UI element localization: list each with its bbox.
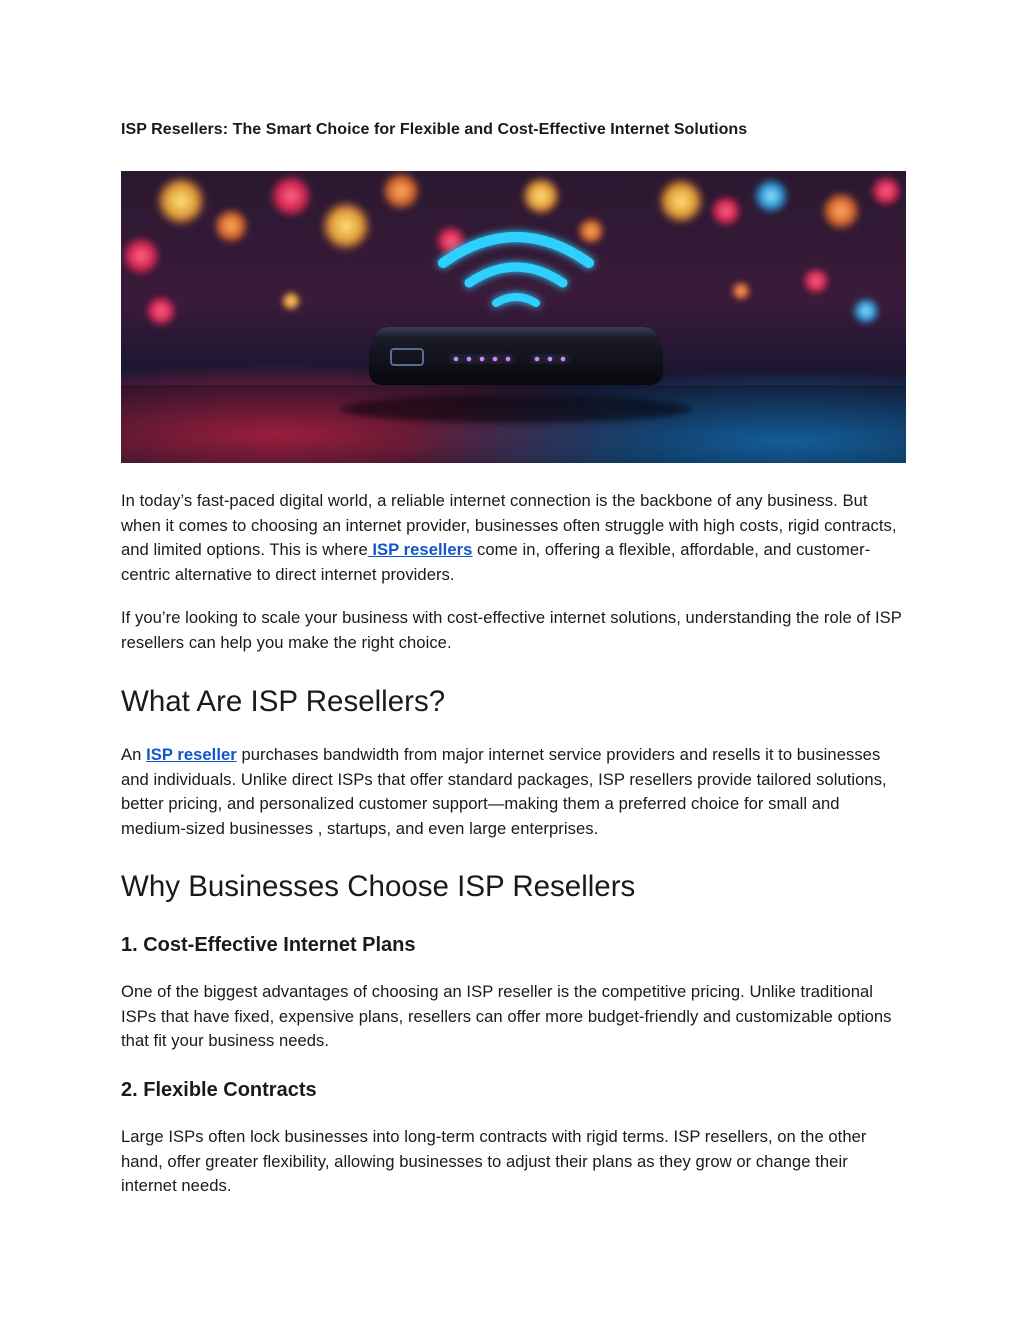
what-are-text-before-link: An: [121, 745, 147, 764]
hero-image-wifi-router: [121, 171, 906, 463]
isp-reseller-link[interactable]: ISP reseller: [146, 745, 237, 764]
what-are-paragraph: [121, 743, 906, 841]
what-are-heading: What Are ISP Resellers?: [121, 685, 446, 718]
router-illustration: [121, 171, 906, 463]
intro-text-before-link: In today’s fast-paced digital world, a reliable internet connection is the backbone of any business. But when it comes to choosing an internet provider, businesses often struggle with high costs, rigid contracts, and limited options. This is where: [121, 491, 897, 559]
intro-paragraph-2: If you’re looking to scale your business with cost-effective internet solutions, understanding the role of ISP resellers can help you make the right choice.: [121, 608, 902, 652]
reason-2-heading: 2. Flexible Contracts: [121, 1079, 317, 1101]
why-choose-heading: Why Businesses Choose ISP Resellers: [121, 870, 636, 903]
what-are-text-after-link: purchases bandwidth from major internet service providers and resells it to businesses and individuals. Unlike direct ISPs that offer standard packages, ISP resellers provide tailored solutions, better pricing, and personalized customer support—making them a preferred choice for small and medium-sized businesses , startups, and even large enterprises.: [121, 745, 887, 838]
isp-resellers-link[interactable]: ISP resellers: [367, 540, 473, 559]
reason-2-paragraph: Large ISPs often lock businesses into long-term contracts with rigid terms. ISP resellers, on the other hand, offer greater flexibility, allowing businesses to adjust their plans as they grow or change their internet needs.: [121, 1127, 867, 1195]
document-title: ISP Resellers: The Smart Choice for Flexible and Cost-Effective Internet Solutions: [121, 121, 748, 138]
intro-paragraph-1: [121, 489, 906, 587]
reason-1-paragraph: One of the biggest advantages of choosing an ISP reseller is the competitive pricing. Unlike traditional ISPs that have fixed, expensive plans, resellers can offer more budget-friendly and customizable options that fit your business needs.: [121, 982, 892, 1050]
reason-1-heading: 1. Cost-Effective Internet Plans: [121, 934, 416, 956]
intro-text-after-link: come in, offering a flexible, affordable, and customer-centric alternative to direct internet providers.: [121, 540, 871, 584]
